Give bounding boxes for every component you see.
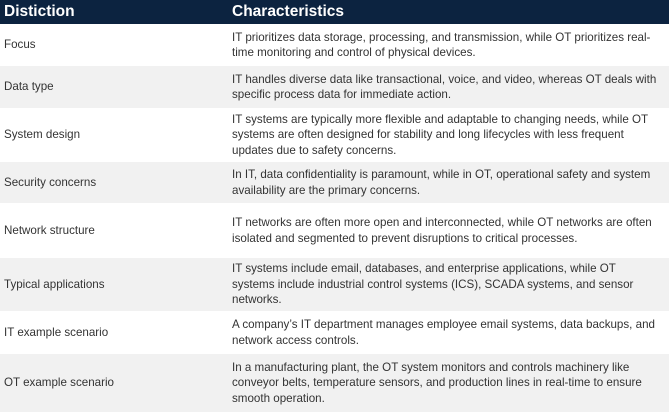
row-distinction: IT example scenario: [0, 311, 223, 354]
row-distinction: Focus: [0, 24, 223, 66]
row-distinction: Network structure: [0, 203, 223, 258]
row-characteristics: IT handles diverse data like transactional, voice, and video, whereas OT deals with specific process data for immediate action.: [223, 66, 669, 108]
row-characteristics: IT systems are typically more flexible and adaptable to changing needs, while OT systems are often designed for stability and long lifecycles with less frequent updates due to safety concerns.: [223, 108, 669, 162]
row-distinction: Typical applications: [0, 258, 223, 311]
row-characteristics: IT prioritizes data storage, processing, and transmission, while OT prioritizes real-time monitoring and control of physical devices.: [223, 24, 669, 66]
table-row: [0, 203, 669, 258]
row-distinction: OT example scenario: [0, 354, 223, 412]
header-characteristics: Characteristics: [223, 0, 669, 24]
header-row: [0, 0, 669, 24]
table-row: [0, 162, 669, 203]
row-distinction: Data type: [0, 66, 223, 108]
table-row: [0, 354, 669, 412]
row-distinction: Security concerns: [0, 162, 223, 203]
table-row: [0, 108, 669, 162]
row-characteristics: IT networks are often more open and interconnected, while OT networks are often isolated and segmented to prevent disruptions to critical processes.: [223, 203, 669, 258]
table-row: [0, 258, 669, 311]
table-row: [0, 24, 669, 66]
table-row: [0, 66, 669, 108]
row-characteristics: In IT, data confidentiality is paramount, while in OT, operational safety and system availability are the primary concerns.: [223, 162, 669, 203]
row-distinction: System design: [0, 108, 223, 162]
row-characteristics: A company’s IT department manages employee email systems, data backups, and network access controls.: [223, 311, 669, 354]
table-row: [0, 311, 669, 354]
row-characteristics: In a manufacturing plant, the OT system monitors and controls machinery like conveyor belts, temperature sensors, and production lines in real-time to ensure smooth operation.: [223, 354, 669, 412]
row-characteristics: IT systems include email, databases, and enterprise applications, while OT systems include industrial control systems (ICS), SCADA systems, and sensor networks.: [223, 258, 669, 311]
header-distinction: Distiction: [0, 0, 223, 24]
